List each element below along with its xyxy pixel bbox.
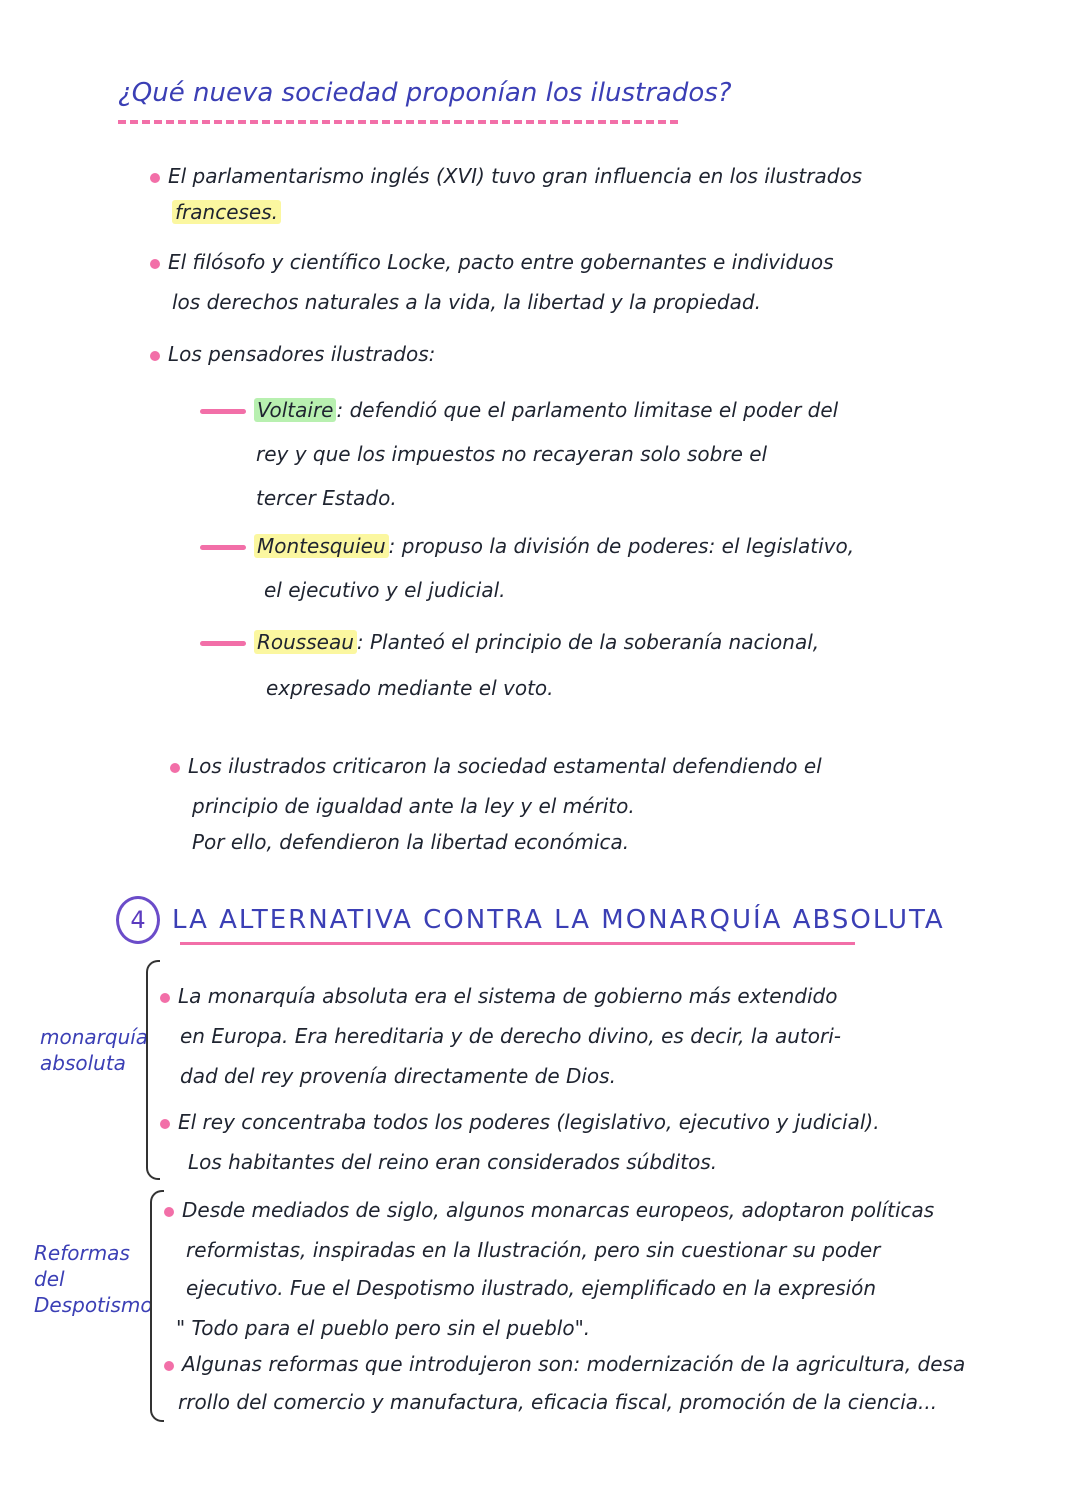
text-line: : Planteó el principio de la soberanía nacional, [356, 630, 820, 654]
title-underline [118, 120, 678, 124]
page-title: ¿Qué nueva sociedad proponían los ilustrados? [118, 78, 732, 108]
bullet-criticaron [170, 752, 822, 780]
text-line: principio de igualdad ante la ley y el mérito. [192, 794, 635, 818]
bullet-monarquia-2 [160, 1108, 880, 1136]
side-label-line: del [34, 1267, 65, 1291]
side-label-line: monarquía [40, 1025, 149, 1049]
text-line: Por ello, defendieron la libertad económica. [192, 830, 630, 854]
side-label-reformas [34, 1240, 153, 1318]
dash-marker [200, 641, 246, 646]
text-line: dad del rey provenía directamente de Dios. [180, 1064, 616, 1088]
text-line: reformistas, inspiradas en la Ilustración, pero sin cuestionar su poder [186, 1238, 881, 1262]
bullet-locke [150, 248, 834, 276]
section-number: 4 [116, 896, 160, 944]
text-line: expresado mediante el voto. [266, 676, 554, 700]
text-line: Los ilustrados criticaron la sociedad estamental defendiendo el [188, 754, 822, 778]
side-label-line: absoluta [40, 1051, 126, 1075]
bullet-parlamentarismo [150, 162, 862, 190]
text-line: Los habitantes del reino eran considerados súbditos. [188, 1150, 718, 1174]
text-line: Algunas reformas que introdujeron son: modernización de la agricultura, desa [182, 1352, 966, 1376]
bullet-dot [164, 1361, 174, 1371]
bullet-reformas-2 [164, 1350, 965, 1378]
thinker-voltaire [200, 396, 838, 424]
thinker-name: Voltaire [254, 398, 336, 422]
bullet-dot [150, 351, 160, 361]
text-line: : defendió que el parlamento limitase el poder del [336, 398, 839, 422]
text-line [172, 198, 281, 226]
side-label-monarquia [40, 1024, 148, 1076]
bullet-dot [160, 993, 170, 1003]
bullet-dot [170, 763, 180, 773]
bullet-reformas-1 [164, 1196, 934, 1224]
section-heading [116, 896, 945, 944]
bullet-monarquia-1 [160, 982, 837, 1010]
text-line: " Todo para el pueblo pero sin el pueblo". [176, 1316, 591, 1340]
bullet-dot [160, 1119, 170, 1129]
text-line: La monarquía absoluta era el sistema de gobierno más extendido [178, 984, 838, 1008]
text-line: El rey concentraba todos los poderes (legislativo, ejecutivo y judicial). [178, 1110, 880, 1134]
section-title: LA ALTERNATIVA CONTRA LA MONARQUÍA ABSOLUTA [172, 905, 945, 935]
side-label-line: Despotismo [34, 1293, 153, 1317]
text-line: rey y que los impuestos no recayeran solo sobre el [256, 442, 768, 466]
thinker-rousseau [200, 628, 819, 656]
text-line: rrollo del comercio y manufactura, eficacia fiscal, promoción de la ciencia... [178, 1390, 938, 1414]
brace-reformas [150, 1190, 164, 1422]
text-line: Los pensadores ilustrados: [168, 342, 436, 366]
dash-marker [200, 409, 246, 414]
bullet-dot [164, 1207, 174, 1217]
bullet-pensadores [150, 340, 435, 368]
text-line: en Europa. Era hereditaria y de derecho divino, es decir, la autori- [180, 1024, 842, 1048]
text-line: El parlamentarismo inglés (XVI) tuvo gran influencia en los ilustrados [168, 164, 863, 188]
brace-monarquia [146, 960, 160, 1180]
dash-marker [200, 545, 246, 550]
bullet-dot [150, 173, 160, 183]
thinker-montesquieu [200, 532, 854, 560]
text-line: : propuso la división de poderes: el legislativo, [388, 534, 855, 558]
side-label-line: Reformas [34, 1241, 130, 1265]
text-line: El filósofo y científico Locke, pacto entre gobernantes e individuos [168, 250, 834, 274]
text-line: ejecutivo. Fue el Despotismo ilustrado, ejemplificado en la expresión [186, 1276, 877, 1300]
thinker-name: Montesquieu [254, 534, 389, 558]
text-line: tercer Estado. [256, 486, 397, 510]
highlight: franceses. [172, 200, 281, 224]
thinker-name: Rousseau [254, 630, 357, 654]
bullet-dot [150, 259, 160, 269]
text-line: los derechos naturales a la vida, la libertad y la propiedad. [172, 290, 761, 314]
section-underline [180, 942, 855, 945]
text-line: el ejecutivo y el judicial. [264, 578, 506, 602]
text-line: Desde mediados de siglo, algunos monarcas europeos, adoptaron políticas [182, 1198, 935, 1222]
